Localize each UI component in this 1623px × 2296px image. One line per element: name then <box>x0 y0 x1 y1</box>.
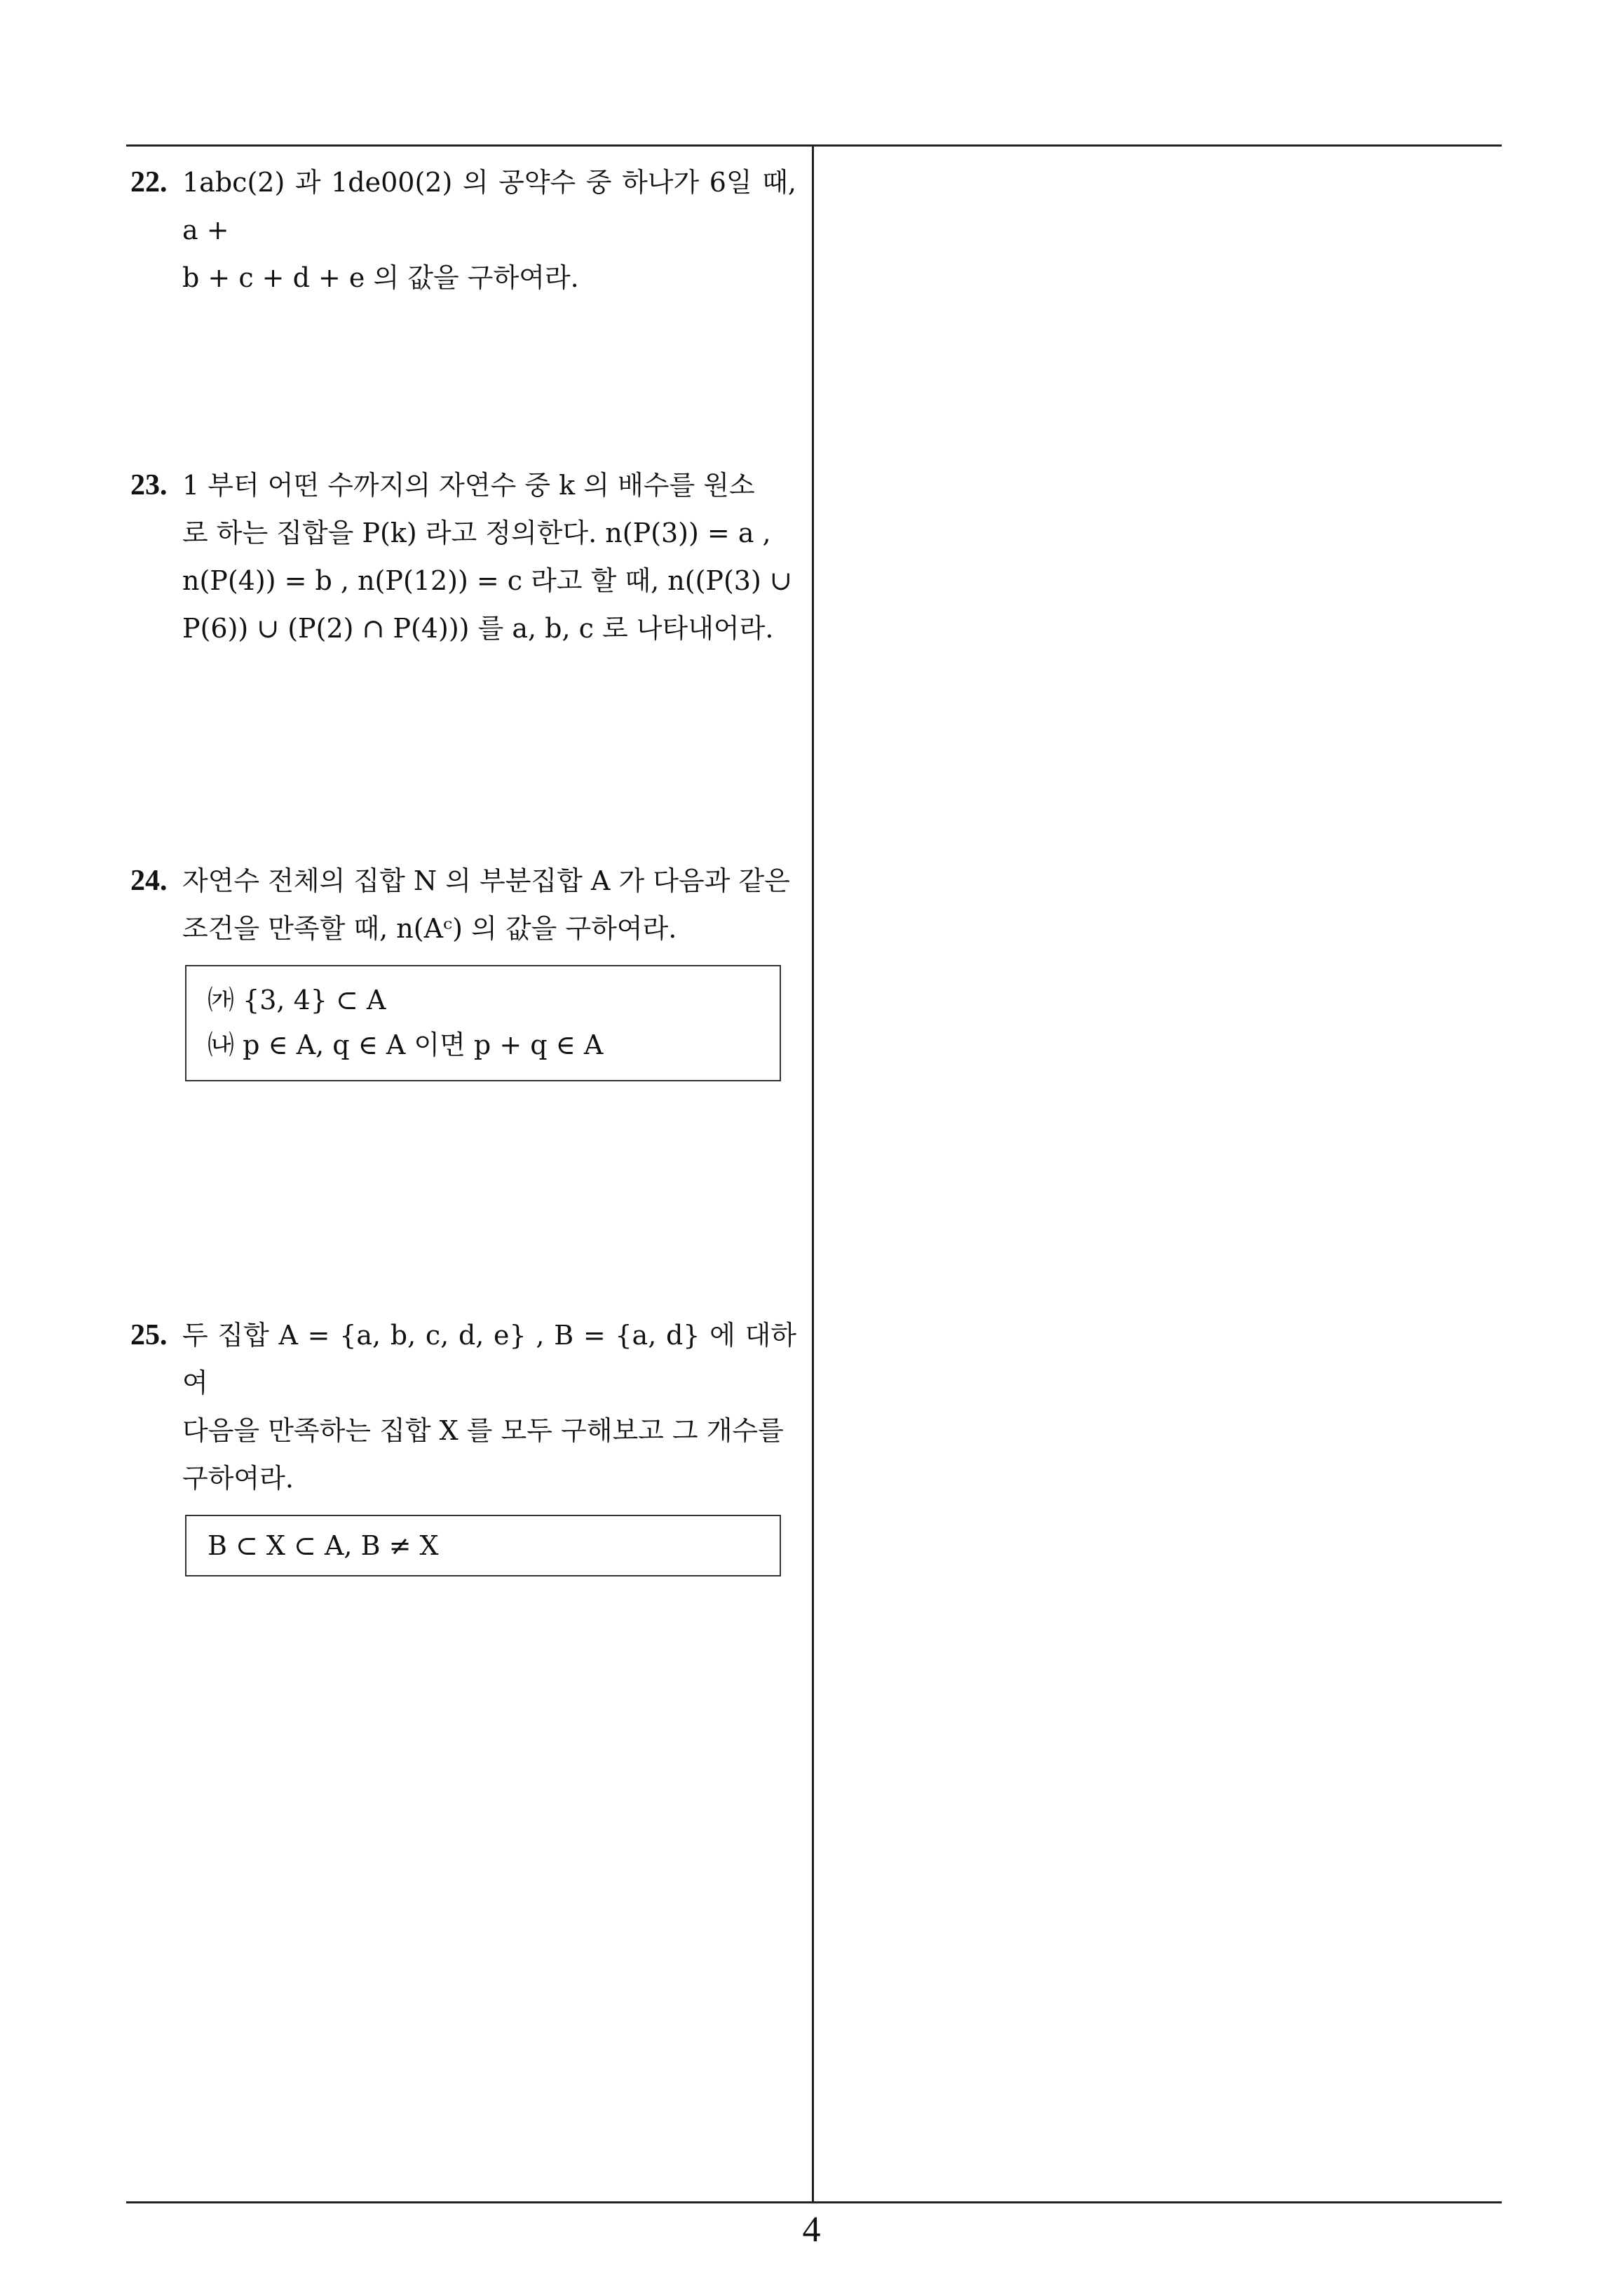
problem-line: P(6)) ∪ (P(2) ∩ P(4))) 를 a, b, c 로 나타내어라. <box>182 613 774 644</box>
problem-number: 22. <box>130 166 168 198</box>
bottom-rule <box>126 2201 1502 2203</box>
problem-23 <box>130 461 796 652</box>
problem-number: 23. <box>130 469 168 501</box>
problem-line: 다음을 만족하는 집합 X 를 모두 구해보고 그 개수를 <box>182 1415 784 1446</box>
problem-line: n(P(4)) = b , n(P(12)) = c 라고 할 때, n((P(3) ∪ <box>182 565 792 596</box>
problem-25 <box>130 1311 796 1576</box>
condition: B ⊂ X ⊂ A, B ≠ X <box>208 1530 439 1561</box>
condition-box <box>185 965 781 1081</box>
problem-number: 24. <box>130 865 168 897</box>
condition-box <box>185 1515 781 1576</box>
problem-text <box>182 158 796 302</box>
condition-na: ㈏ p ∈ A, q ∈ A 이면 p + q ∈ A <box>208 1029 604 1060</box>
problem-22 <box>130 158 796 302</box>
problem-line: 조건을 만족할 때, n(Aᶜ) 의 값을 구하여라. <box>182 913 677 944</box>
top-rule <box>126 144 1502 147</box>
problem-line: 자연수 전체의 집합 N 의 부분집합 A 가 다음과 같은 <box>182 865 790 896</box>
problem-24 <box>130 857 796 1081</box>
problem-text <box>182 461 796 652</box>
problem-line: 1abc(2) 과 1de00(2) 의 공약수 중 하나가 6일 때, a + <box>182 167 796 245</box>
problem-line: b + c + d + e 의 값을 구하여라. <box>182 262 579 293</box>
problem-line: 구하여라. <box>182 1463 294 1494</box>
problem-text <box>182 1311 796 1502</box>
condition-ga: ㈎ {3, 4} ⊂ A <box>208 985 386 1015</box>
problem-line: 로 하는 집합을 P(k) 라고 정의한다. n(P(3)) = a , <box>182 518 771 548</box>
problem-line: 1 부터 어떤 수까지의 자연수 중 k 의 배수를 원소 <box>182 470 755 501</box>
problem-number: 25. <box>130 1319 168 1351</box>
problem-text <box>182 857 796 952</box>
page-number: 4 <box>802 2210 821 2250</box>
problem-line: 두 집합 A = {a, b, c, d, e} , B = {a, d} 에 대하여 <box>182 1320 796 1398</box>
column-divider <box>812 144 814 2203</box>
